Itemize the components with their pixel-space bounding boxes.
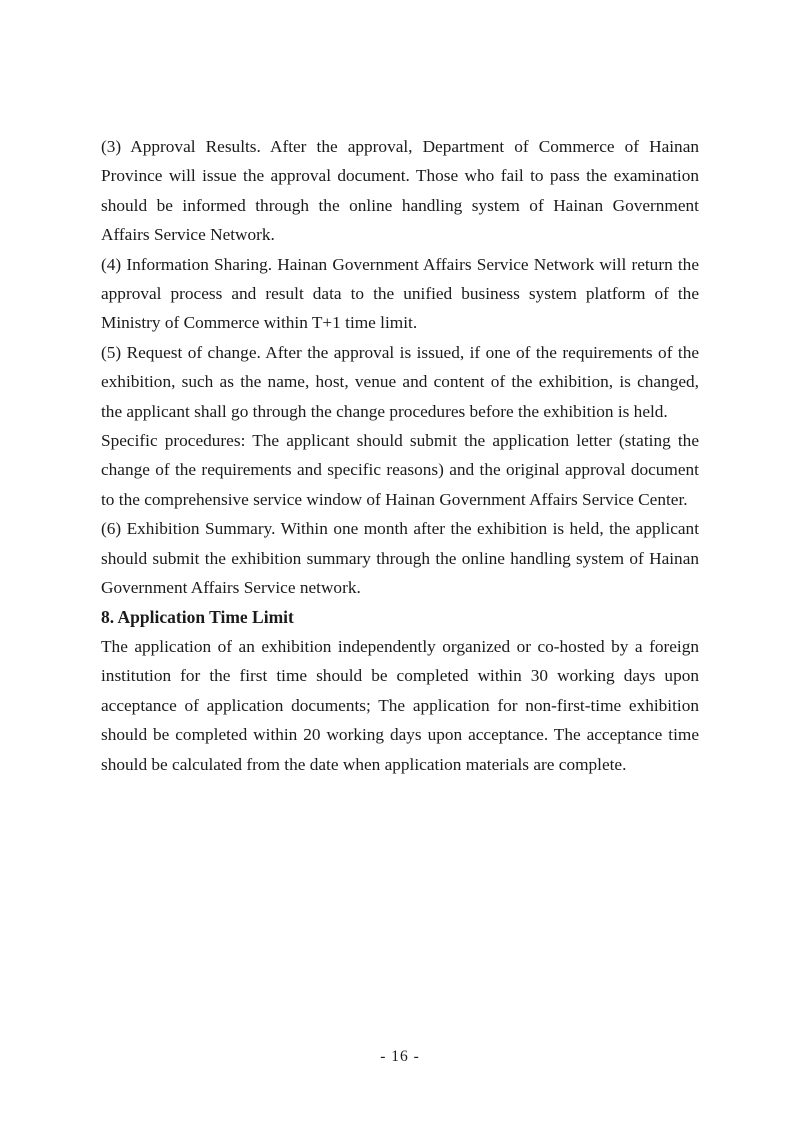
page-text-block — [101, 132, 699, 779]
paragraph-request-of-change: (5) Request of change. After the approval is issued, if one of the requirements of the exhibition, such as the name, host, venue and content of the exhibition, is changed, the applicant shall go through the change procedures before the exhibition is held. — [101, 342, 699, 421]
paragraph-exhibition-summary: (6) Exhibition Summary. Within one month after the exhibition is held, the applicant should submit the exhibition summary through the online handling system of Hainan Government Affairs Service network. — [101, 519, 699, 598]
paragraph-information-sharing: (4) Information Sharing. Hainan Government Affairs Service Network will return the approval process and result data to the unified business system platform of the Ministry of Commerce within T+1 time limit. — [101, 254, 699, 333]
paragraph-application-time-limit: The application of an exhibition independently organized or co-hosted by a foreign institution for the first time should be completed within 30 working days upon acceptance of application documents; The application for non-first-time exhibition should be completed within 20 working days upon acceptance. The acceptance time should be calculated from the date when application materials are complete. — [101, 636, 699, 774]
page-number: - 16 - — [380, 1048, 420, 1065]
section-heading-application-time-limit: 8. Application Time Limit — [101, 606, 294, 627]
paragraph-approval-results: (3) Approval Results. After the approval, Department of Commerce of Hainan Province will issue the approval document. Those who fail to pass the examination should be informed through the online handling system of Hainan Government Affairs Service Network. — [101, 137, 699, 245]
paragraph-specific-procedures: Specific procedures: The applicant should submit the application letter (stating the change of the requirements and specific reasons) and the original approval document to the comprehensive service window of Hainan Government Affairs Service Center. — [101, 431, 699, 509]
